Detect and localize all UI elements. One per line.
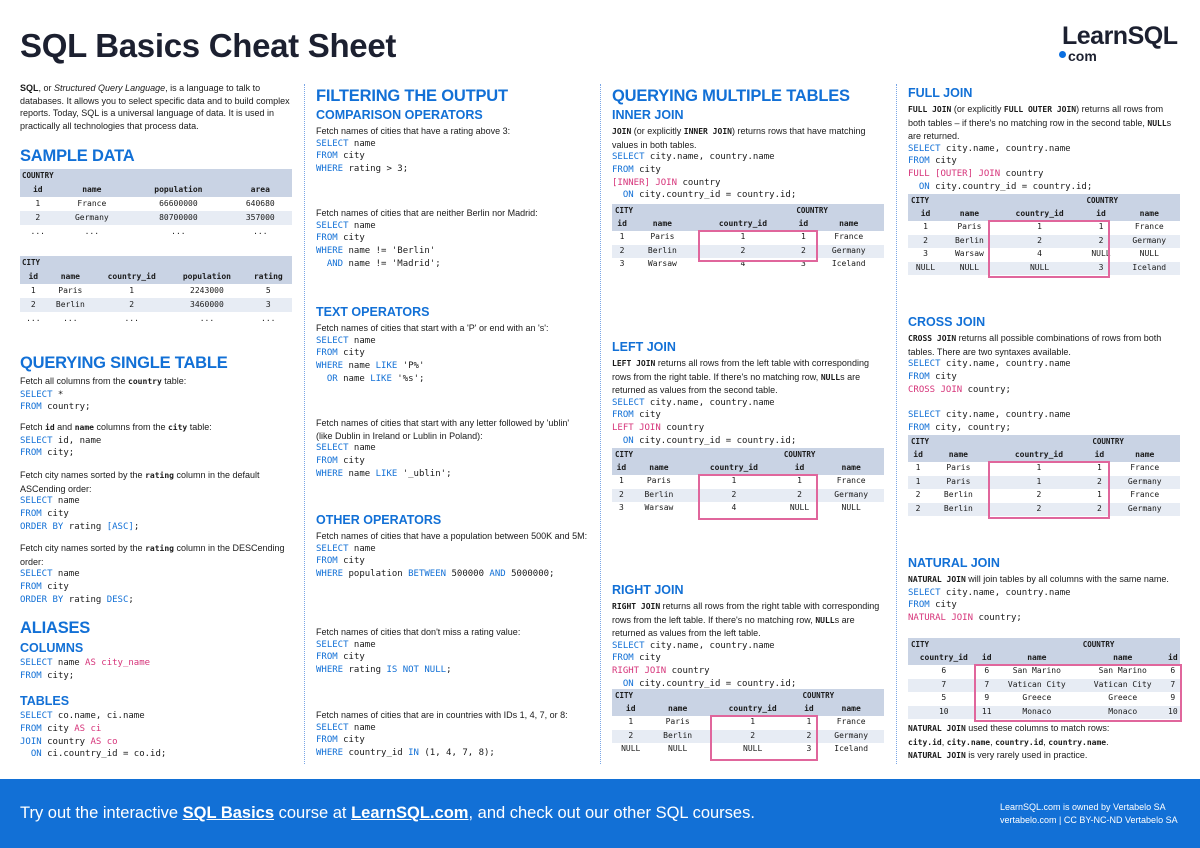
natural-join-result [908,638,1180,722]
natural-join-heading: NATURAL JOIN [908,556,1000,570]
table-cell: 2 [612,245,632,259]
table-cell: 9 [980,692,994,706]
table-cell: 2 [1083,235,1118,249]
table-caption-row [908,194,1180,208]
column-header: id [800,703,819,717]
column-header: population [128,183,228,197]
column-header: id [1089,449,1109,463]
column-header: name [631,462,687,476]
full-join-section: FULL JOIN FULL JOIN (or explicitly FULL OUTER JOIN) returns all rows from both tables – if there's no matching row in the second table, NULLs are returned. SELECT city.name, country.name FROM city FULL [OUTER] JOIN country ON city.country_id = country.id; [908,85,1180,194]
column-header: id [781,462,819,476]
column-header: population [169,270,244,284]
header [0,0,1200,80]
table-cell: 9 [1166,692,1180,706]
logo-text: LearnSQL [1062,22,1178,50]
table-row [908,221,1180,235]
table-caption: CITY [612,689,800,703]
page-title: SQL Basics Cheat Sheet [20,27,397,64]
footer-credits: LearnSQL.com is owned by Vertabelo SA vertabelo.com | CC BY-NC-ND Vertabelo SA [1000,802,1178,825]
table-cell: 4 [693,258,794,272]
table-cell: 3 [908,248,943,262]
table-cell: 2 [996,235,1084,249]
table-cell: 80700000 [128,211,228,225]
table-cell: 1 [612,716,650,730]
cross-join-heading: CROSS JOIN [908,315,986,329]
inner-join-section: INNER JOIN JOIN (or explicitly INNER JOIN) returns rows that have matching values in both tables. SELECT city.name, country.name FROM city [INNER] JOIN country ON city.country_id = country.id; [612,107,884,202]
filter-query-2: Fetch names of cities that are neither Berlin nor Madrid: SELECT name FROM city WHERE name != 'Berlin' AND name != 'Madrid'; [316,208,538,269]
column-header: country_id [706,703,800,717]
column-1 [20,80,292,776]
table-cell: 2 [20,211,56,225]
table-cell: 1 [612,475,631,489]
table-cell: Iceland [1119,262,1180,276]
table-cell: France [1109,462,1180,476]
table-cell: San Marino [1080,665,1166,679]
column-header: name [928,449,988,463]
table-cell: 1 [996,221,1084,235]
table-cell: 1 [693,231,794,245]
footer-cta: Try out the interactive SQL Basics course at LearnSQL.com, and check out our other SQL courses. [20,804,755,822]
table-cell: 5 [908,692,980,706]
table-cell: 10 [908,706,980,720]
table-cell: 2 [800,730,819,744]
comparison-operators-heading: COMPARISON OPERATORS [316,108,483,122]
table-row [612,502,884,516]
table-cell: France [813,231,884,245]
table-caption-row [908,638,1180,652]
full-join-result [908,194,1180,278]
table-cell: NULL [706,743,800,757]
table-cell: Iceland [818,743,884,757]
table-cell: Paris [928,462,988,476]
table-cell: Berlin [928,489,988,503]
single-query-1: Fetch all columns from the country table: SELECT * FROM country; [20,376,187,413]
column-header: country_id [996,208,1084,222]
table-cell: Greece [994,692,1080,706]
table-cell: 357000 [229,211,292,225]
column-header: name [994,652,1080,666]
table-cell: Vatican City [1080,679,1166,693]
aliases-tables-heading: TABLES [20,694,70,708]
filter-query-1: Fetch names of cities that have a rating above 3: SELECT name FROM city WHERE rating > 3; [316,126,511,175]
cross-join-result [908,435,1180,519]
column-header: id [612,462,631,476]
table-cell: France [1119,221,1180,235]
table-cell: 3 [612,502,631,516]
table-cell: Paris [928,476,988,490]
table-row [20,312,292,326]
table-caption: COUNTRY [20,169,292,183]
querying-single-table-heading: QUERYING SINGLE TABLE [20,354,228,372]
table-caption: CITY [908,638,1080,652]
table-caption: CITY [908,194,1083,208]
table-cell: Germany [1109,476,1180,490]
table-cell: Germany [1109,503,1180,517]
column-header: id [1083,208,1118,222]
table-caption: COUNTRY [800,689,884,703]
left-join-heading: LEFT JOIN [612,340,676,354]
table-header-row [612,703,884,717]
table-row [908,476,1180,490]
column-header: country_id [94,270,169,284]
table-caption-row [612,204,884,218]
table-cell: 7 [908,679,980,693]
table-cell: San Marino [994,665,1080,679]
table-cell: Berlin [47,298,94,312]
table-header-row [908,449,1180,463]
column-2 [316,80,588,776]
table-caption: CITY [20,256,292,270]
table-cell: 6 [908,665,980,679]
table-caption: CITY [908,435,1089,449]
table-cell: Berlin [650,730,706,744]
table-cell: France [818,716,884,730]
table-row [612,716,884,730]
multi-tables-heading: QUERYING MULTIPLE TABLES [612,87,850,105]
table-cell: ... [56,225,129,239]
table-cell: 3460000 [169,298,244,312]
column-header: id [612,218,632,232]
table-row [20,211,292,225]
table-cell: 1 [1083,221,1118,235]
table-cell: 1 [612,231,632,245]
table-cell: 7 [1166,679,1180,693]
right-join-result [612,689,884,759]
column-divider [600,84,601,764]
table-cell: 2 [793,245,813,259]
table-row [612,231,884,245]
inner-join-result [612,204,884,274]
table-row [908,503,1180,517]
table-header-row [20,183,292,197]
column-header: name [56,183,129,197]
column-header: id [793,218,813,232]
table-cell: Paris [47,284,94,298]
table-cell: Berlin [943,235,996,249]
table-row [908,235,1180,249]
table-cell: Warsaw [632,258,692,272]
table-cell: 2 [908,489,928,503]
table-cell: Paris [650,716,706,730]
aliases-columns-heading: COLUMNS [20,641,84,655]
table-cell: 10 [1166,706,1180,720]
table-cell: 1 [793,231,813,245]
column-header: country_id [687,462,781,476]
table-header-row [612,462,884,476]
table-row [20,197,292,211]
table-cell: 2 [1089,503,1109,517]
table-cell: ... [20,312,47,326]
table-cell: 11 [980,706,994,720]
cross-join-section: CROSS JOIN CROSS JOIN returns all possible combinations of rows from both tables. There are two syntaxes available. SELECT city.name, country.name FROM city CROSS JOIN country; SELECT city.name, country.name FROM city, country; [908,314,1180,435]
table-caption-row [908,435,1180,449]
table-cell: Warsaw [943,248,996,262]
table-row [908,262,1180,276]
table-cell: 7 [980,679,994,693]
table-cell: 2 [1089,476,1109,490]
country-sample-table [20,169,292,239]
aliases-tables: TABLES SELECT co.name, ci.name FROM city AS ci JOIN country AS co ON ci.country_id = co.id; [20,693,292,761]
table-cell: 1 [908,476,928,490]
table-cell: 2 [612,489,631,503]
table-cell: Germany [56,211,129,225]
city-sample-table [20,256,292,326]
table-header-row [612,218,884,232]
table-cell: Paris [632,231,692,245]
text-query-2: Fetch names of cities that start with any letter followed by 'ublin' (like Dublin in Ireland or Lublin in Poland): SELECT name FROM city WHERE name LIKE '_ublin'; [316,418,570,479]
table-cell: NULL [612,743,650,757]
table-row [908,679,1180,693]
table-cell: France [1109,489,1180,503]
table-caption: COUNTRY [1080,638,1180,652]
sql-basics-link[interactable]: SQL Basics [182,804,275,822]
table-cell: Paris [943,221,996,235]
table-cell: NULL [1083,248,1118,262]
column-3 [612,80,884,776]
table-cell: 3 [793,258,813,272]
table-cell: ... [94,312,169,326]
table-cell: 1 [20,284,47,298]
filtering-heading: FILTERING THE OUTPUT [316,87,508,105]
table-row [908,462,1180,476]
table-cell: NULL [908,262,943,276]
table-row [612,258,884,272]
table-cell: 2 [20,298,47,312]
table-cell: 2 [989,489,1090,503]
table-cell: 2 [908,235,943,249]
right-join-heading: RIGHT JOIN [612,583,684,597]
table-cell: 5 [245,284,292,298]
column-4 [908,80,1180,776]
table-row [612,743,884,757]
sample-data-heading: SAMPLE DATA [20,147,135,165]
table-cell: 2 [908,503,928,517]
other-query-2: Fetch names of cities that don't miss a rating value: SELECT name FROM city WHERE rating IS NOT NULL; [316,627,521,676]
table-cell: Berlin [632,245,692,259]
table-cell: Greece [1080,692,1166,706]
column-header: id [612,703,650,717]
table-cell: 66600000 [128,197,228,211]
single-query-2: Fetch id and name columns from the city table: SELECT id, name FROM city; [20,422,212,459]
table-cell: 2 [989,503,1090,517]
table-cell: 3 [245,298,292,312]
single-query-4: Fetch city names sorted by the rating column in the DESCending order: SELECT name FROM city ORDER BY rating DESC; [20,543,285,605]
column-divider [304,84,305,764]
table-cell: 4 [996,248,1084,262]
column-header: name [1109,449,1180,463]
table-cell: 2 [687,489,781,503]
table-cell: 6 [1166,665,1180,679]
table-caption: COUNTRY [781,448,884,462]
table-cell: NULL [650,743,706,757]
table-cell: NULL [943,262,996,276]
footer-banner [0,779,1200,848]
table-caption-row [20,256,292,270]
column-header: id [20,270,47,284]
table-cell: Iceland [813,258,884,272]
table-cell: 2 [693,245,794,259]
table-cell: France [56,197,129,211]
table-cell: 2243000 [169,284,244,298]
table-cell: Warsaw [631,502,687,516]
table-cell: 2 [612,730,650,744]
table-cell: ... [20,225,56,239]
table-row [612,475,884,489]
natural-join-notes: NATURAL JOIN used these columns to match rows: city.id, city.name, country.id, country.name. NATURAL JOIN is very rarely used in practice. [908,723,1110,760]
table-row [908,489,1180,503]
table-cell: Germany [813,245,884,259]
table-cell: 1 [781,475,819,489]
table-cell: Berlin [631,489,687,503]
table-cell: Paris [631,475,687,489]
table-cell: ... [229,225,292,239]
logo-dot-icon [1059,51,1066,58]
column-header: id [980,652,994,666]
table-cell: 1 [706,716,800,730]
table-cell: 640680 [229,197,292,211]
table-cell: France [818,475,884,489]
column-divider [896,84,897,764]
table-cell: 1 [908,221,943,235]
table-header-row [20,270,292,284]
aliases-columns: COLUMNS SELECT name AS city_name FROM city; [20,640,292,683]
table-cell: 2 [94,298,169,312]
single-query-3: Fetch city names sorted by the rating column in the default ASCending order: SELECT name FROM city ORDER BY rating [ASC]; [20,470,260,532]
table-cell: NULL [818,502,884,516]
text-operators-heading: TEXT OPERATORS [316,305,430,319]
table-cell: ... [47,312,94,326]
table-row [908,665,1180,679]
column-header: name [813,218,884,232]
intro-text: SQL, or Structured Query Language, is a language to talk to databases. It allows you to select specific data and to build complex reports. Today, SQL is a universal language of data. It is used in practically all technologies that process data. [20,83,290,131]
table-caption: CITY [612,448,781,462]
table-cell: Monaco [994,706,1080,720]
table-header-row [908,652,1180,666]
table-cell: Germany [818,730,884,744]
table-cell: 1 [687,475,781,489]
column-header: name [818,462,884,476]
table-cell: Germany [1119,235,1180,249]
table-row [908,248,1180,262]
table-cell: Berlin [928,503,988,517]
column-header: name [650,703,706,717]
logo-subtext: com [1068,48,1097,64]
table-row [908,692,1180,706]
table-cell: ... [245,312,292,326]
table-row [612,730,884,744]
column-header: country_id [908,652,980,666]
column-header: name [943,208,996,222]
natural-join-section: NATURAL JOIN NATURAL JOIN will join tables by all columns with the same name. SELECT city.name, country.name FROM city NATURAL JOIN country; [908,555,1180,625]
column-header: id [908,449,928,463]
column-header: name [1119,208,1180,222]
table-row [612,489,884,503]
column-header: country_id [989,449,1090,463]
table-cell: 3 [1083,262,1118,276]
column-header: rating [245,270,292,284]
aliases-heading: ALIASES [20,619,91,637]
column-header: id [908,208,943,222]
table-cell: ... [128,225,228,239]
column-header: name [1080,652,1166,666]
inner-join-heading: INNER JOIN [612,108,684,122]
table-cell: 2 [706,730,800,744]
table-caption-row [20,169,292,183]
table-cell: 1 [1089,462,1109,476]
table-cell: NULL [996,262,1084,276]
column-header: name [632,218,692,232]
other-operators-heading: OTHER OPERATORS [316,513,442,527]
table-row [612,245,884,259]
table-caption: CITY [612,204,793,218]
table-cell: 2 [781,489,819,503]
table-cell: ... [169,312,244,326]
table-cell: 3 [612,258,632,272]
table-cell: NULL [781,502,819,516]
table-row [20,298,292,312]
table-cell: 6 [980,665,994,679]
table-header-row [908,208,1180,222]
table-caption-row [612,448,884,462]
table-cell: NULL [1119,248,1180,262]
column-header: id [1166,652,1180,666]
column-header: name [818,703,884,717]
table-cell: 1 [800,716,819,730]
table-caption-row [612,689,884,703]
table-caption: COUNTRY [1089,435,1180,449]
table-cell: 1 [1089,489,1109,503]
table-cell: Vatican City [994,679,1080,693]
learnsql-logo[interactable] [1062,20,1182,64]
table-row [908,706,1180,720]
column-header: area [229,183,292,197]
learnsql-link[interactable]: LearnSQL.com [351,804,469,822]
left-join-section: LEFT JOIN LEFT JOIN returns all rows from the left table with corresponding rows from the right table. If there's no matching row, NULLs are returned as values from the second table. SELECT city.name, country.name FROM city LEFT JOIN country ON city.country_id = country.id; [612,339,884,448]
text-query-1: Fetch names of cities that start with a 'P' or end with an 's': SELECT name FROM city WHERE name LIKE 'P%' OR name LIKE '%s'; [316,323,549,384]
column-header: id [20,183,56,197]
column-header: country_id [693,218,794,232]
table-cell: 1 [908,462,928,476]
table-caption: COUNTRY [793,204,884,218]
table-cell: 1 [94,284,169,298]
table-cell: 1 [20,197,56,211]
table-cell: 1 [989,462,1090,476]
table-cell: 1 [989,476,1090,490]
left-join-result [612,448,884,518]
table-cell: Monaco [1080,706,1166,720]
table-cell: Germany [818,489,884,503]
full-join-heading: FULL JOIN [908,86,973,100]
table-row [20,284,292,298]
other-query-3: Fetch names of cities that are in countries with IDs 1, 4, 7, or 8: SELECT name FROM city WHERE country_id IN (1, 4, 7, 8); [316,710,568,759]
table-caption: COUNTRY [1083,194,1180,208]
other-query-1: Fetch names of cities that have a population between 500K and 5M: SELECT name FROM city WHERE population BETWEEN 500000 AND 5000000; [316,531,588,580]
table-row [20,225,292,239]
column-header: name [47,270,94,284]
table-cell: 3 [800,743,819,757]
right-join-section: RIGHT JOIN RIGHT JOIN returns all rows from the right table with corresponding rows from the left table. If there's no matching row, NULLs are returned as values from the left table. SELECT city.name, country.name FROM city RIGHT JOIN country ON city.country_id = country.id; [612,582,884,691]
table-cell: 4 [687,502,781,516]
